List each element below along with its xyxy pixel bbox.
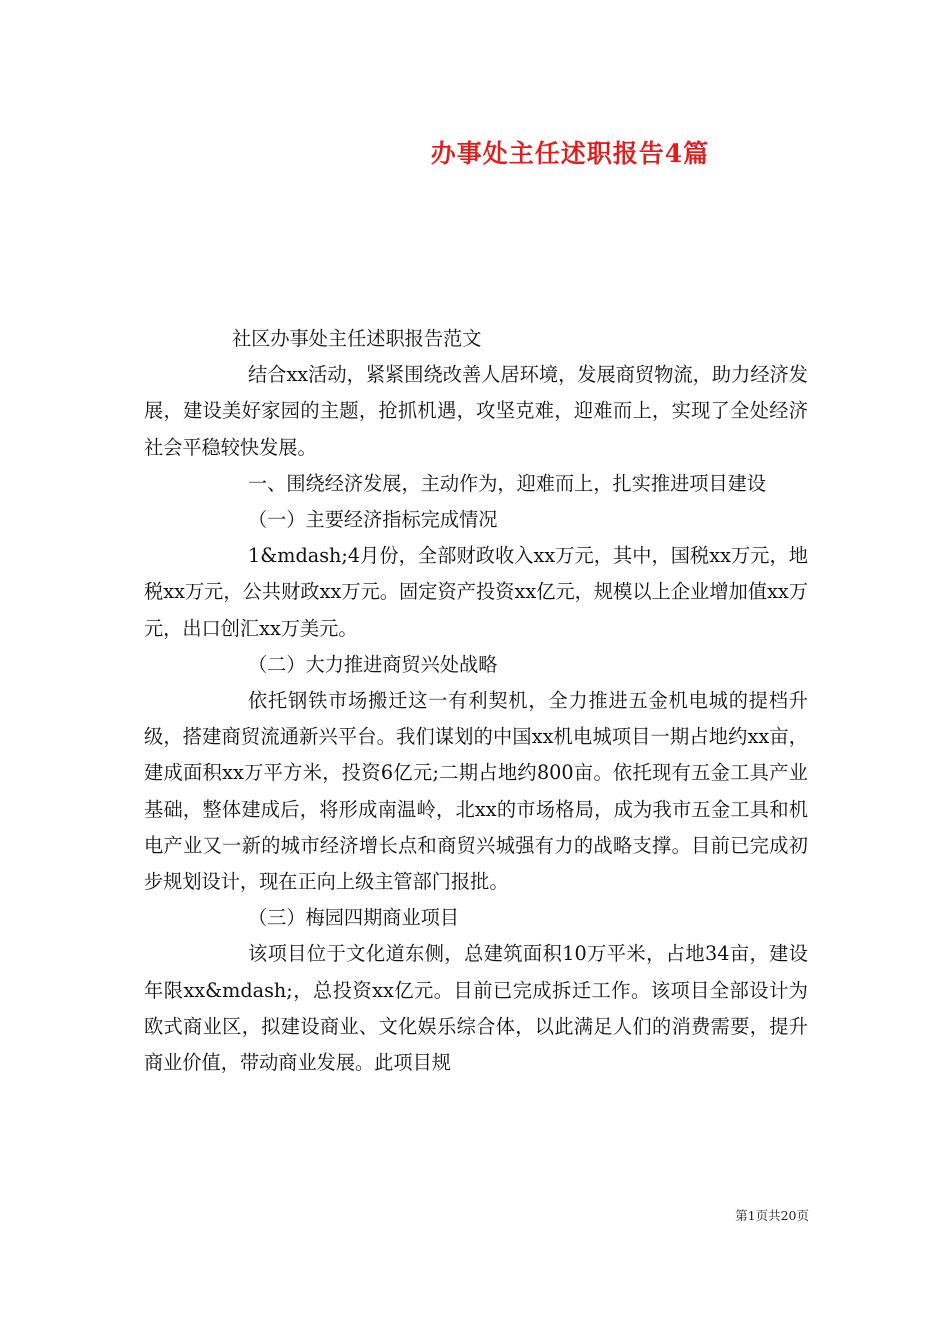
- subsection-heading-1: （一）主要经济指标完成情况: [248, 508, 498, 532]
- subsection-heading-3: （三）梅园四期商业项目: [248, 906, 460, 930]
- document-body: [144, 321, 808, 1081]
- document-title: 办事处主任述职报告4篇: [430, 139, 710, 168]
- paragraph-intro: 结合xx活动，紧紧围绕改善人居环境，发展商贸物流，助力经济发展，建设美好家园的主题，抢抓机遇，攻坚克难，迎难而上，实现了全处经济社会平稳较快发展。: [144, 363, 808, 459]
- page-number-footer: 第1页共20页: [735, 1208, 809, 1223]
- paragraph-commerce-strategy: 依托钢铁市场搬迁这一有利契机，全力推进五金机电城的提档升级，搭建商贸流通新兴平台。我们谋划的中国xx机电城项目一期占地约xx亩，建成面积xx万平方米，投资6亿元;二期占地约800亩。依托现有五金工具产业基础，整体建成后，将形成南温岭，北xx的市场格局，成为我市五金工具和机电产业又一新的城市经济增长点和商贸兴城强有力的战略支撑。目前已完成初步规划设计，现在正向上级主管部门报批。: [144, 689, 808, 894]
- paragraph-economic-indicators: 1&mdash;4月份，全部财政收入xx万元，其中，国税xx万元，地税xx万元，公共财政xx万元。固定资产投资xx亿元，规模以上企业增加值xx万元，出口创汇xx万美元。: [144, 544, 808, 640]
- subsection-heading-2: （二）大力推进商贸兴处战略: [248, 652, 498, 676]
- paragraph-meiyuan-project: 该项目位于文化道东侧，总建筑面积10万平米，占地34亩，建设年限xx&mdash;，总投资xx亿元。目前已完成拆迁工作。该项目全部设计为欧式商业区，拟建设商业、文化娱乐综合体，以此满足人们的消费需要，提升商业价值，带动商业发展。此项目规: [144, 942, 808, 1075]
- section-heading-1: 一、围绕经济发展，主动作为，迎难而上，扎实推进项目建设: [248, 471, 767, 495]
- document-subtitle: 社区办事处主任述职报告范文: [232, 327, 482, 350]
